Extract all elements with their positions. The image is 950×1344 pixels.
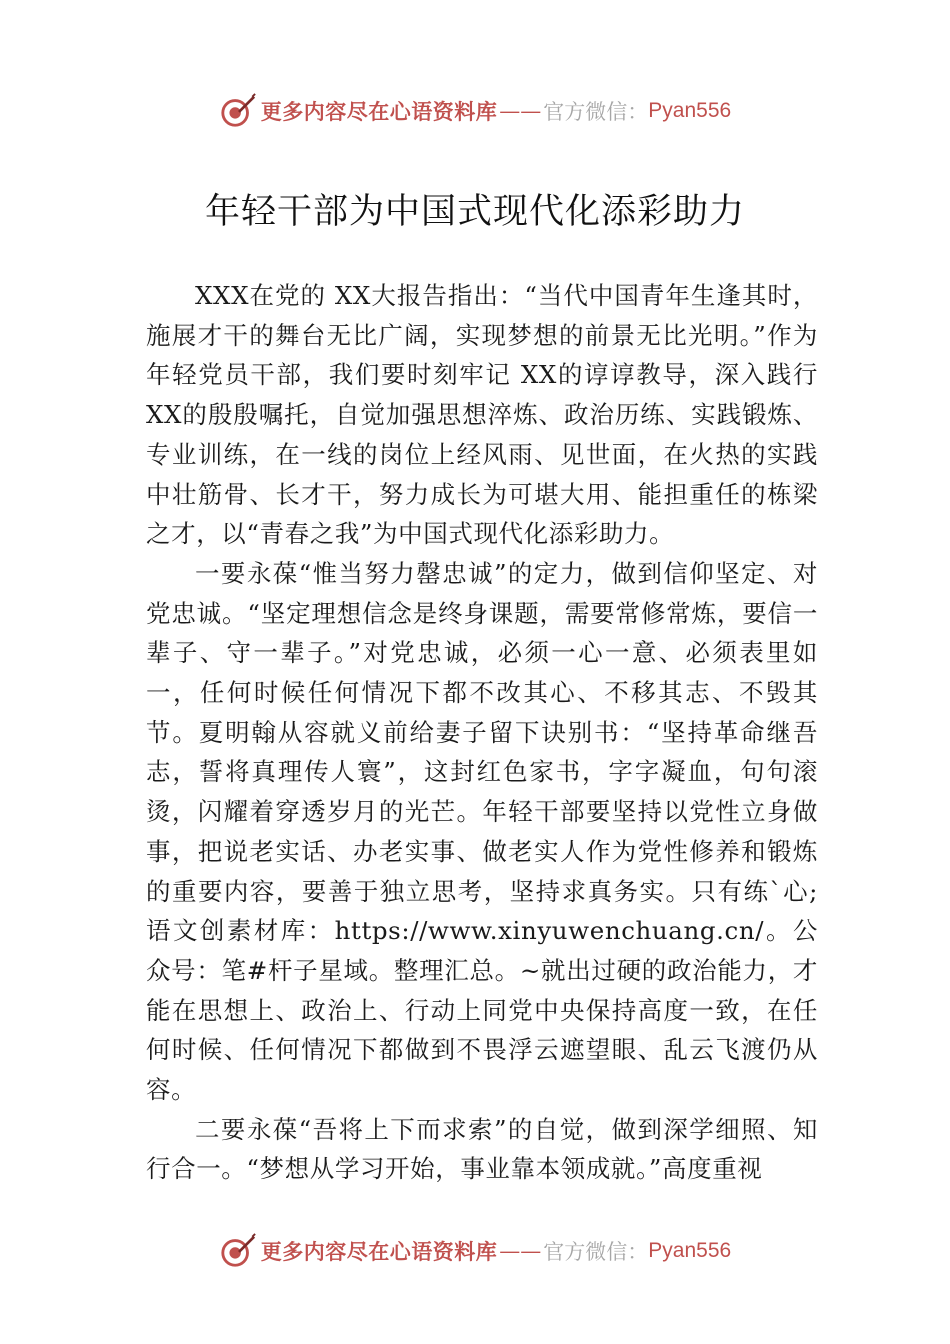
banner-text: 更多内容尽在心语资料库	[260, 1239, 498, 1264]
paragraph-two: 二要永葆“吾将上下而求索”的自觉，做到深学细照、知行合一。“梦想从学习开始，事业靠本领成就。”高度重视	[146, 1114, 818, 1184]
pen-seal-logo-icon	[219, 92, 257, 130]
pen-seal-logo-icon	[219, 1232, 257, 1270]
paragraph-one: 一要永葆“惟当努力罄忠诚”的定力，做到信仰坚定、对党忠诚。“坚定理想信念是终身课题，需要常修常炼，要信一辈子、守一辈子。”对党忠诚，必须一心一意、必须表里如一，任何时候任何情况下都不改其心、不移其志、不毁其节。夏明翰从容就义前给妻子留下诀别书：“坚持革命继吾志，誓将真理传人寰”，这封红色家书，字字凝血，句句滚烫，闪耀着穿透岁月的光芒。年轻干部要坚持以党性立身做事，把说老实话、办老实事、做老实人作为党性修养和锻炼的重要内容，要善于独立思考，坚持求真务实。只有练`心;语文创素材库：https://www.xinyuwenchuang.cn/。公众号：笔#杆子星域。整理汇总。~就出过硬的政治能力，才能在思想上、政治上、行动上同党中央保持高度一致，在任何时候、任何情况下都做到不畏浮云遮望眼、乱云飞渡仍从容。	[146, 558, 818, 1105]
banner-wechat-id: Pyan556	[648, 1239, 732, 1262]
paragraph-intro: XXX在党的 XX大报告指出：“当代中国青年生逢其时，施展才干的舞台无比广阔，实现梦想的前景无比光明。”作为年轻党员干部，我们要时刻牢记 XX的谆谆教导，深入践行 XX的殷殷嘱托，自觉加强思想淬炼、政治历练、实践锻炼、专业训练，在一线的岗位上经风雨、见世面，在火热的实践中壮筋骨、长才干，努力成长为可堪大用、能担重任的栋梁之才，以“青春之我”为中国式现代化添彩助力。	[146, 281, 818, 549]
footer-watermark-banner	[0, 1232, 950, 1270]
banner-text: 更多内容尽在心语资料库	[260, 99, 498, 124]
header-watermark-banner	[0, 92, 950, 130]
banner-wechat-label: 官方微信：	[543, 100, 649, 124]
page-title: 年轻干部为中国式现代化添彩助力	[204, 192, 745, 232]
banner-dash: ——	[499, 99, 542, 123]
banner-dash: ——	[499, 1239, 542, 1263]
document-body	[146, 276, 818, 1189]
banner-wechat-id: Pyan556	[648, 99, 732, 122]
banner-wechat-label: 官方微信：	[543, 1240, 649, 1264]
